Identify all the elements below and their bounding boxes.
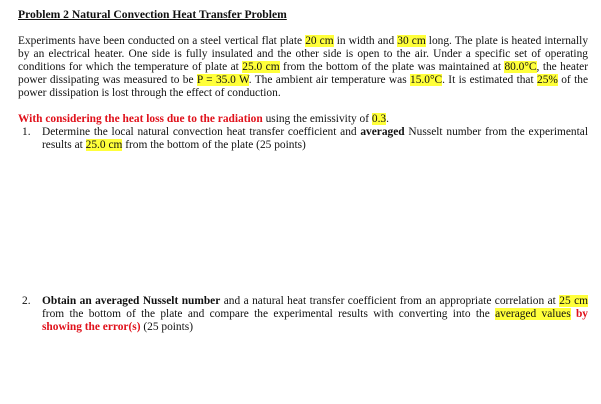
bold-text: averaged [360, 126, 405, 138]
plate-width: 20 cm [305, 35, 334, 47]
question-2 [22, 295, 588, 334]
question-number: 1. [22, 126, 31, 138]
document [18, 8, 588, 334]
conduction-loss-percent: 25% [537, 74, 558, 86]
text-span: from the bottom of the plate was maintained at [279, 61, 505, 73]
question-number: 2. [22, 295, 31, 307]
text-span: of the power dissipation is lost through the effect of conduction. [18, 74, 588, 99]
plate-length: 30 cm [397, 35, 426, 47]
text-span: . [386, 113, 389, 125]
radiation-emphasis: With considering the heat loss due to the radiation [18, 113, 263, 125]
text-span: from the bottom of the plate and compare the experimental results with converting into the [42, 308, 496, 320]
text-span: from the bottom of the plate (25 points) [122, 139, 306, 151]
text-span: Determine the local natural convection heat transfer coefficient and [42, 126, 361, 138]
text-span: and a natural heat transfer coefficient from an appropriate correlation at [220, 295, 560, 307]
text-span: Nusselt number from the experimental results at [42, 126, 588, 151]
text-span: using the emissivity of [262, 113, 372, 125]
text-span: Experiments have been conducted on a steel vertical flat plate [18, 35, 306, 47]
text-span: . It is estimated that [442, 74, 537, 86]
problem-title: Problem 2 Natural Convection Heat Transfer Problem [18, 8, 287, 21]
question-text [42, 126, 588, 152]
text-span: long. The plate is heated internally by an electrical heater. One side is fully insulated and the other side is open to the air. Under a specific set of operating conditions for which the temperature of plate at [18, 35, 589, 73]
question-1 [22, 126, 588, 152]
averaged-values-highlight: averaged values [495, 308, 571, 320]
problem-description [18, 35, 588, 100]
measurement-position: 25.0 cm [85, 139, 123, 151]
plate-temperature: 80.0°C [504, 61, 537, 73]
measurement-position: 25.0 cm [242, 61, 280, 73]
bold-text: Obtain an averaged Nusselt number [42, 295, 221, 307]
measurement-position: 25 cm [559, 295, 588, 307]
heater-power: P = 35.0 W [196, 74, 249, 86]
text-span: , the heater power dissipating was measured to be [18, 61, 589, 86]
text-span: (25 points) [140, 321, 194, 333]
text-span: in width and [333, 35, 398, 47]
radiation-condition [18, 113, 588, 126]
emissivity-value: 0.3 [371, 113, 387, 125]
ambient-temperature: 15.0°C [410, 74, 443, 86]
question-text [42, 295, 588, 334]
error-emphasis: by showing the error(s) [42, 308, 588, 333]
text-span: . The ambient air temperature was [248, 74, 411, 86]
